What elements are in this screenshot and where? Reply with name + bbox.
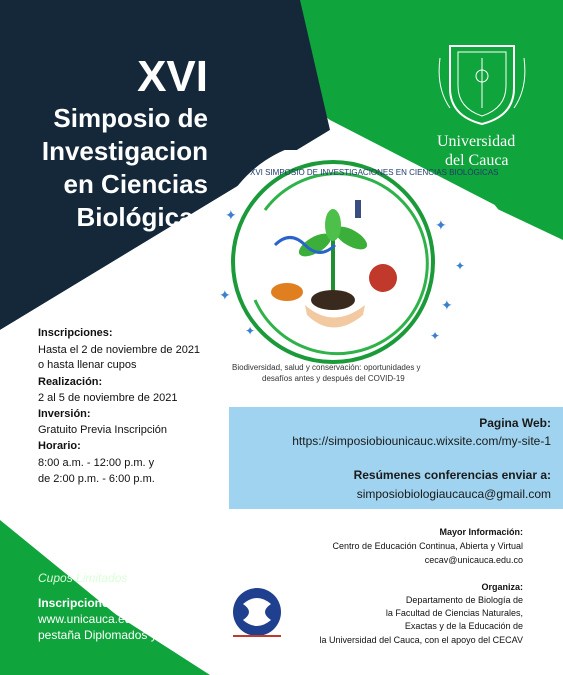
emblem-caption-line2: desafíos antes y después del COVID-19 (262, 374, 405, 383)
symposium-emblem (205, 150, 465, 390)
university-crest-icon (436, 38, 528, 126)
contact-label: Mayor Información: (439, 527, 523, 537)
title-line2: Investigacion (41, 136, 208, 166)
organiza-label: Organiza: (481, 582, 523, 592)
title-line4: Biológicas (76, 202, 208, 232)
svg-text:✦: ✦ (225, 207, 237, 223)
web-url[interactable]: https://simposiobiounicauc.wixsite.com/my-site-1 (292, 434, 551, 448)
inversion-label: Inversión: (38, 408, 91, 420)
cecav-logo-icon (229, 586, 285, 642)
svg-text:✦: ✦ (435, 217, 447, 233)
svg-text:✦: ✦ (455, 259, 465, 273)
abstracts-email[interactable]: simposiobiologiaucauca@gmail.com (356, 487, 551, 501)
inscripciones-line1: Hasta el 2 de noviembre de 2021 (38, 344, 201, 356)
realizacion-value: 2 al 5 de noviembre de 2021 (38, 392, 178, 404)
emblem-caption-line1: Biodiversidad, salud y conservación: oportunidades y (232, 363, 421, 372)
svg-text:✦: ✦ (245, 324, 256, 338)
inscripciones-line2: o hasta llenar cupos (38, 359, 137, 371)
inversion-value: Gratuito Previa Inscripción (38, 424, 167, 436)
contact-email[interactable]: cecav@unicauca.edu.co (424, 555, 523, 565)
contact-line1: Centro de Educación Continua, Abierta y Virtual (332, 541, 523, 551)
title-line3: en Ciencias (63, 169, 208, 199)
university-name-line1: Universidad (437, 133, 516, 150)
svg-text:✦: ✦ (441, 297, 453, 313)
abstracts-label: Resúmenes conferencias enviar a: (353, 468, 551, 482)
university-name-line2: del Cauca (445, 152, 509, 169)
horario-line2: de 2:00 p.m. - 6:00 p.m. (38, 473, 155, 485)
emblem-ring-text: XVI SIMPOSIO DE INVESTIGACIONES EN CIENCIAS BIOLÓGICAS (250, 168, 499, 177)
organiza-line2: la Facultad de Ciencias Naturales, (385, 608, 523, 618)
title-line1: Simposio de (53, 103, 208, 133)
svg-text:✦: ✦ (430, 329, 441, 343)
bottom-path: pestaña Diplomados y Cursos (38, 628, 199, 642)
organiza-line3: Exactas y de la Educación de (404, 621, 523, 631)
svg-text:✦: ✦ (219, 287, 231, 303)
horario-line1: 8:00 a.m. - 12:00 p.m. y (38, 457, 155, 469)
bottom-site[interactable]: www.unicauca.edu.co (38, 612, 155, 626)
web-info-box (229, 407, 563, 509)
realizacion-label: Realización: (38, 376, 103, 388)
organiza-line1: Departamento de Biología de (405, 595, 523, 605)
web-label: Pagina Web: (479, 416, 551, 430)
bottom-inscripciones-label: Inscripciones: (38, 596, 120, 610)
horario-label: Horario: (38, 440, 81, 452)
inscripciones-label: Inscripciones: (38, 327, 113, 339)
title-roman: XVI (137, 52, 208, 101)
organiza-line4: la Universidad del Cauca, con el apoyo del CECAV (319, 635, 523, 645)
cupos-limitados: Cupos Limitados (38, 571, 128, 585)
